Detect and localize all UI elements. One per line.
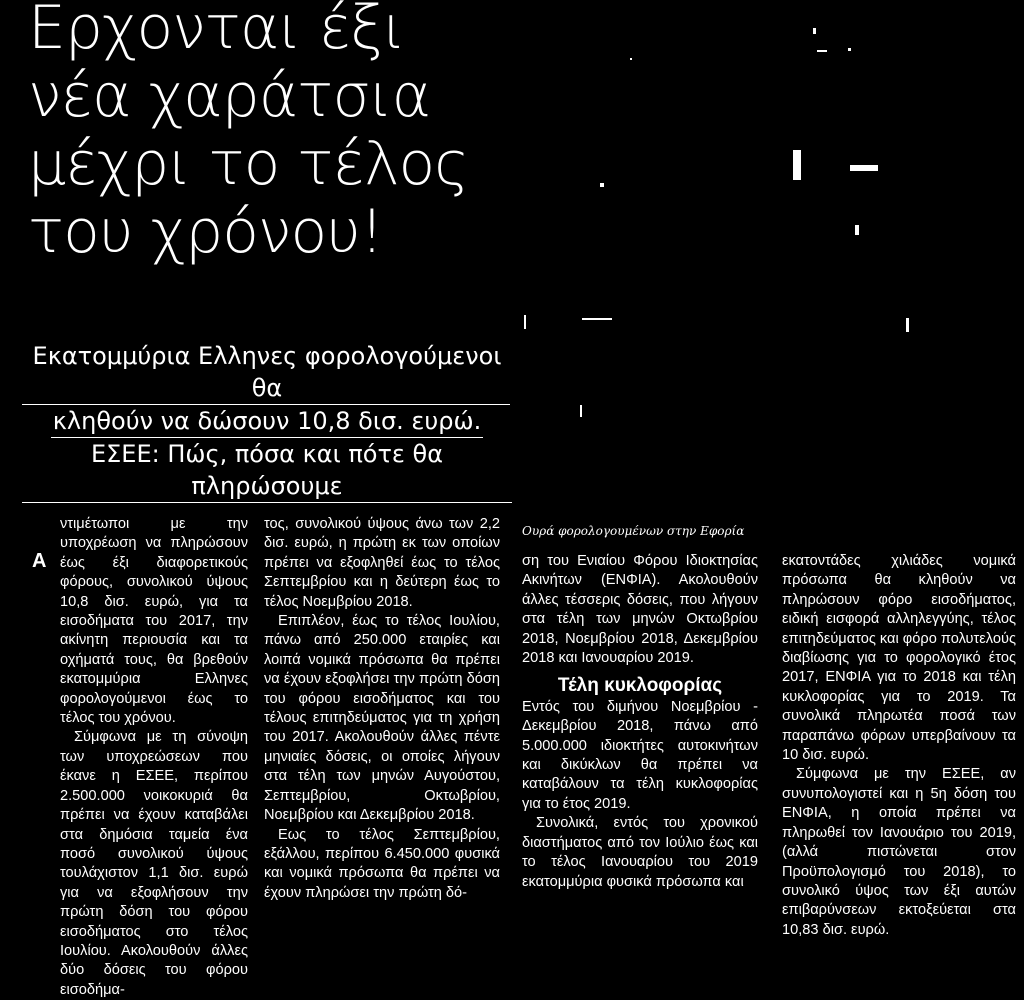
article-column-3 <box>522 552 758 892</box>
paragraph: Εως το τέλος Σεπτεμβρίου, εξάλλου, περίπου 6.450.000 φυσικά και νομικά πρόσωπα θα πρέπει να έχουν πληρώσει την πρώτη δό- <box>264 826 500 901</box>
subhead-line: Εκατομμύρια Ελληνες φορολογούμενοι θα <box>22 340 512 405</box>
headline-line: Ερχονται έξι <box>28 0 405 63</box>
section-title: Τέλη κυκλοφορίας <box>557 675 723 697</box>
drop-cap: Α <box>32 550 47 572</box>
headline <box>28 0 548 266</box>
paragraph: εκατοντάδες χιλιάδες νομικά πρόσωπα θα κληθούν να πληρώσουν φόρο εισοδήματος, ειδική εισφορά αλληλεγγύης, τέλος επιτηδεύματος και φόρο πολυτελούς διαβίωσης για το φορολογικό έτος 2017, ΕΝΦΙΑ για το 2018 και τέλη κυκλοφορίας για το 2019. Τα συνολικά πληρωτέα ποσά των παραπάνω φόρων υπερβαίνουν τα 10 δισ. ευρώ. <box>782 553 1016 764</box>
headline-line: νέα χαράτσια <box>28 61 431 131</box>
subheadline <box>22 340 512 503</box>
headline-line: του χρόνου! <box>28 197 383 267</box>
paragraph: Επιπλέον, έως το τέλος Ιουλίου, πάνω από 250.000 εταιρίες και λοιπά νομικά πρόσωπα θα πρέπει να έχουν εξοφλήσει την πρώτη δόση του φόρου εισοδήματος και του τέλους επιτηδεύματος για τη χρήση του 2017. Ακολουθούν άλλες πέντε μηνιαίες δόσεις, οι οποίες λήγουν στα τέλη των μηνών Αυγούστου, Σεπτεμβρίου, Οκτωβρίου, Νοεμβρίου και Δεκεμβρίου 2018. <box>264 613 500 824</box>
article-column-1 <box>60 515 248 1000</box>
paragraph: Σύμφωνα με την ΕΣΕΕ, αν συνυπολογιστεί και η 5η δόση του ΕΝΦΙΑ, η οποία πρέπει να πληρωθεί τον Ιανουάριο του 2019, (αλλά πιστώνεται στον Προϋπολογισμό του 2018), το συνολικό ύψος των έξι αυτών επιβαρύνσεων εκτοξεύεται στα 10,83 δισ. ευρώ. <box>782 766 1016 938</box>
subhead-line: ΕΣΕΕ: Πώς, πόσα και πότε θα πληρώσουμε <box>22 438 512 503</box>
article-column-2 <box>264 515 500 903</box>
photo-caption: Ουρά φορολογουμένων στην Εφορία <box>522 524 745 538</box>
article-column-4 <box>782 552 1016 940</box>
paragraph: Σύμφωνα με τη σύνοψη των υποχρεώσεων που έκανε η ΕΣΕΕ, περίπου 2.500.000 νοικοκυριά θα πρέπει να έχουν καταβάλει στα δημόσια ταμεία ένα ποσό συνολικού ύψους τουλάχιστον 1,1 δισ. ευρώ για να εξοφλήσουν την πρώτη δόση του φόρου εισοδήματος στο τέλος Ιουλίου. Ακολουθούν άλλες δύο δόσεις του φόρου εισοδήμα- <box>60 729 248 998</box>
subhead-line: κληθούν να δώσουν 10,8 δισ. ευρώ. <box>51 405 483 438</box>
headline-line: μέχρι το τέλος <box>28 129 469 199</box>
paragraph: ση του Ενιαίου Φόρου Ιδιοκτησίας Ακινήτων (ΕΝΦΙΑ). Ακολουθούν άλλες τέσσερις δόσεις, που λήγουν στα τέλη των μηνών Οκτωβρίου 2018, Νοεμβρίου 2018, Δεκεμβρίου 2018 και Ιανουαρίου 2019. <box>522 553 758 667</box>
paragraph: Συνολικά, εντός του χρονικού διαστήματος από τον Ιούλιο έως και το τέλος Ιανουαρίου του 2019 εκατομμύρια φυσικά πρόσωπα και <box>522 815 758 890</box>
dark-photo <box>510 0 1024 470</box>
paragraph: ντιμέτωποι με την υποχρέωση να πληρώσουν έως έξι διαφορετικούς φόρους, συνολικού ύψους 10,8 δισ. ευρώ, για τα εισοδήματα του 2017, την ακίνητη περιουσία και τα οχήματά τους, θα βρεθούν εκατομμύρια Ελληνες φορολογούμενοι έως το τέλος του χρόνου. <box>60 516 248 727</box>
paragraph: τος, συνολικού ύψους άνω των 2,2 δισ. ευρώ, η πρώτη εκ των οποίων πρέπει να εξοφληθεί έως το τέλος Σεπτεμβρίου και η δεύτερη έως το τέλος Νοεμβρίου 2018. <box>264 516 500 610</box>
paragraph: Εντός του διμήνου Νοεμβρίου - Δεκεμβρίου 2018, πάνω από 5.000.000 ιδιοκτήτες αυτοκινήτων και δικύκλων θα πρέπει να καταβάλουν τα τέλη κυκλοφορίας για το έτος 2019. <box>522 698 758 812</box>
